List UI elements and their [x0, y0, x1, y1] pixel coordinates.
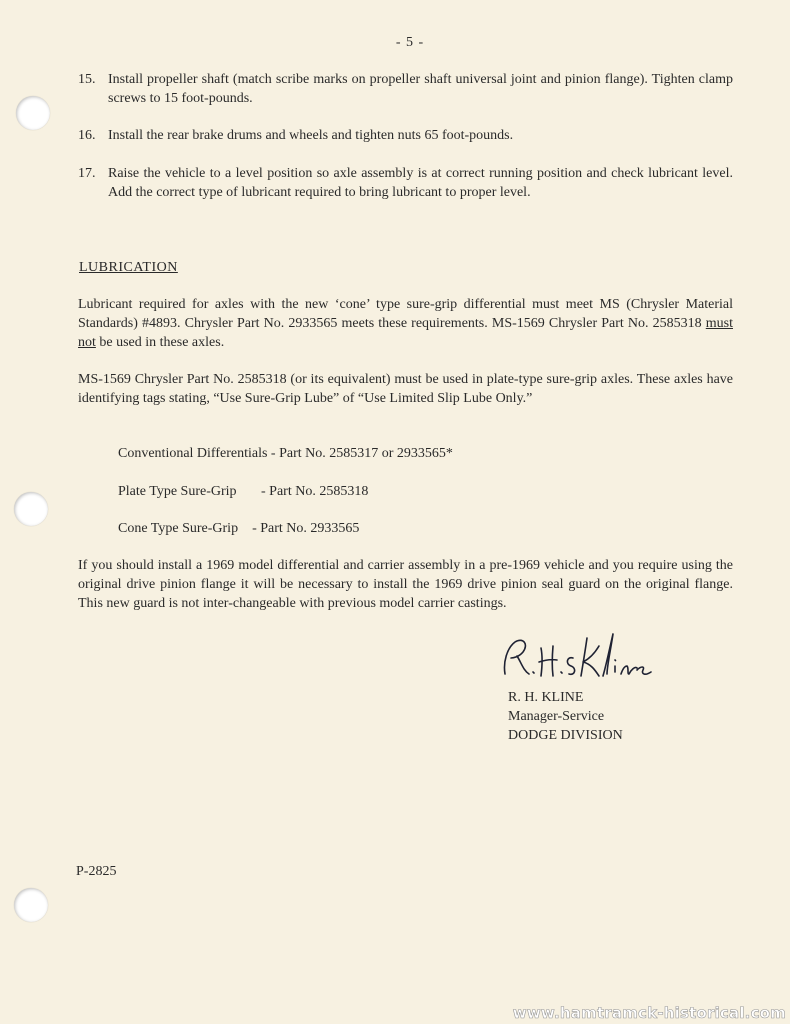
page-number: - 5 - [395, 35, 425, 50]
signer-title: Manager-Service [508, 709, 605, 724]
step-text: Raise the vehicle to a level position so axle assembly is at correct running position and check lubricant level. Add the correct type of lubricant required to bring lubricant to proper level. [108, 166, 733, 200]
punch-hole-middle [14, 492, 48, 526]
step-text: Install propeller shaft (match scribe marks on propeller shaft universal joint and pinion flange). Tighten clamp screws to 15 foot-pounds. [108, 72, 733, 106]
emphasized-text: must not [78, 316, 733, 350]
punch-hole-top [16, 96, 50, 130]
paragraph-text: be used in these axles. [95, 335, 225, 350]
punch-hole-bottom [14, 888, 48, 922]
paragraph-text: Lubricant required for axles with the new ‘cone’ type sure-grip differential must meet MS (Chrysler Material Standards) #4893. Chrysler Part No. 2933565 meets these requirements. MS-1569 Chrysler Part No. 2585318 [78, 297, 733, 331]
step-16 [78, 126, 733, 145]
step-text: Install the rear brake drums and wheels and tighten nuts 65 foot-pounds. [108, 128, 514, 143]
signer-division: DODGE DIVISION [508, 728, 623, 743]
part-line-conventional: Conventional Differentials - Part No. 2585317 or 2933565* [118, 446, 453, 461]
step-number: 17. [78, 166, 96, 181]
site-watermark: www.hamtramck-historical.com [512, 1004, 786, 1022]
step-15 [78, 70, 733, 108]
lubrication-paragraph-2: MS-1569 Chrysler Part No. 2585318 (or its equivalent) must be used in plate-type sure-grip axles. These axles have identifying tags stating, “Use Sure-Grip Lube” of “Use Limited Slip Lube Only.” [78, 372, 733, 406]
part-line-plate-type: Plate Type Sure-Grip - Part No. 2585318 [118, 484, 369, 499]
handwritten-signature [495, 628, 655, 688]
lubrication-paragraph-3: If you should install a 1969 model differential and carrier assembly in a pre-1969 vehicle and you require using the original drive pinion flange it will be necessary to install the 1969 drive pinion seal guard on the original flange. This new guard is not inter-changeable with previous model carrier castings. [78, 558, 733, 611]
part-line-cone-type: Cone Type Sure-Grip - Part No. 2933565 [118, 521, 360, 536]
lubrication-paragraph-1 [78, 295, 733, 352]
signature-block [508, 688, 623, 745]
step-17 [78, 164, 733, 202]
step-number: 16. [78, 128, 96, 143]
footer-code: P-2825 [76, 864, 117, 879]
step-number: 15. [78, 72, 96, 87]
signer-name: R. H. KLINE [508, 690, 584, 705]
section-heading: LUBRICATION [79, 260, 178, 275]
